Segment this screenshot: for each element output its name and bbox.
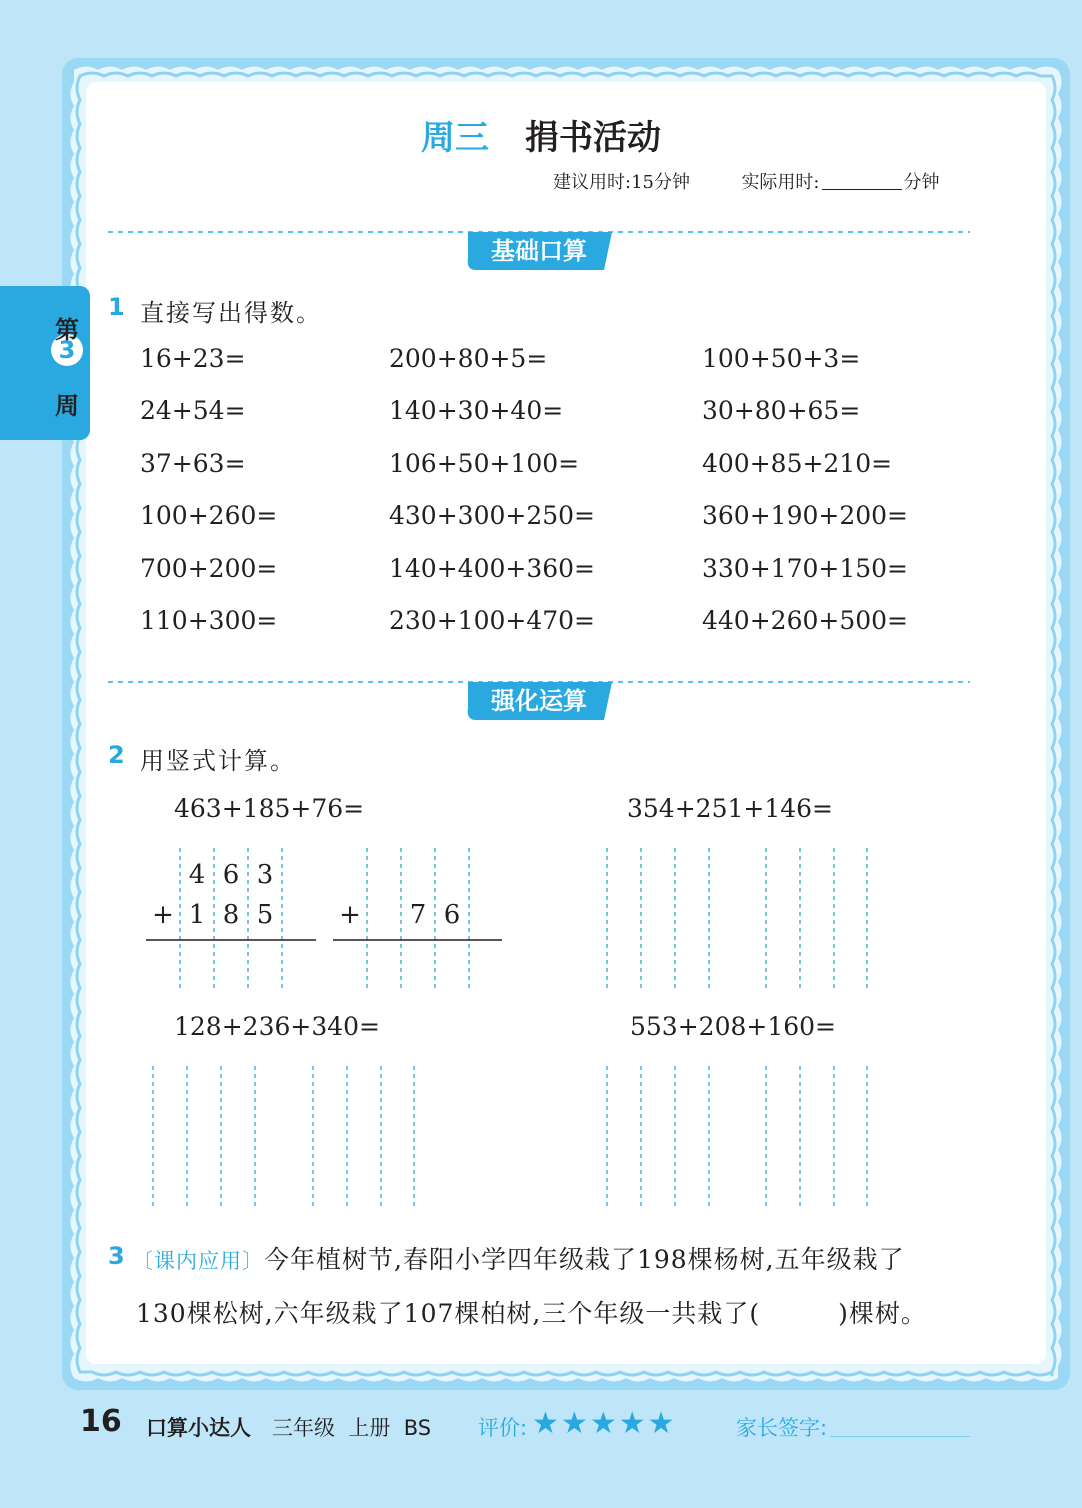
section-label-strengthen: 强化运算 (491, 687, 587, 715)
mental-math-expression: 360+190+200= (702, 501, 908, 530)
vertical-problem: 553+208+160= (630, 1012, 836, 1041)
vertical-problem: 354+251+146= (627, 794, 833, 823)
vertical-problem: 463+185+76= (174, 794, 365, 823)
rating-stars (532, 1406, 677, 1441)
question-2-instruction: 用竖式计算。 (140, 747, 296, 775)
star-icon[interactable]: ★ (589, 1406, 617, 1441)
example-digit: 7 (409, 900, 427, 930)
mental-math-expression: 100+260= (140, 501, 278, 530)
question-3-line-2: 130棵松树,六年级栽了107棵柏树,三个年级一共栽了( )棵树。 (136, 1299, 927, 1328)
star-icon[interactable]: ★ (647, 1406, 675, 1441)
example-digit: 5 (256, 900, 274, 930)
mental-math-expression: 230+100+470= (389, 606, 595, 635)
question-3-tag: 〔课内应用〕 (132, 1249, 264, 1273)
parent-signature-line[interactable] (830, 1436, 970, 1437)
week-tab-top: 第 (55, 316, 79, 344)
page-number: 16 (80, 1404, 122, 1439)
vertical-problem: 128+236+340= (174, 1012, 380, 1041)
mental-math-expression: 400+85+210= (702, 449, 893, 478)
question-3-text-1: 今年植树节,春阳小学四年级栽了198棵杨树,五年级栽了 (264, 1245, 905, 1274)
mental-math-expression: 30+80+65= (702, 396, 861, 425)
activity-title: 捐书活动 (525, 118, 661, 158)
section-label-basic: 基础口算 (491, 237, 587, 265)
mental-math-expression: 16+23= (140, 344, 246, 373)
star-icon[interactable]: ★ (532, 1406, 559, 1441)
parent-signature-label: 家长签字: (736, 1416, 828, 1440)
example-digit: 4 (188, 860, 206, 890)
mental-math-expression: 24+54= (140, 396, 246, 425)
question-1-instruction: 直接写出得数。 (140, 299, 322, 327)
week-tab-number: 3 (58, 336, 76, 364)
question-number-3: 3 (108, 1242, 125, 1270)
example-digit: 1 (188, 900, 206, 930)
star-icon[interactable]: ★ (560, 1406, 588, 1441)
example-digit: 6 (443, 900, 461, 930)
mental-math-expression: 100+50+3= (702, 344, 861, 373)
example-digit: 8 (222, 900, 240, 930)
book-grade: 三年级 上册 BS (272, 1416, 432, 1440)
question-number-1: 1 (108, 293, 125, 321)
day-label: 周三 (421, 118, 489, 158)
example-digit: 6 (222, 860, 240, 890)
mental-math-expression: 37+63= (140, 449, 246, 478)
suggested-time: 建议用时:15分钟 (553, 172, 690, 193)
question-3-line-1 (132, 1240, 905, 1276)
example-operator: + (152, 900, 174, 930)
actual-time-label: 实际用时: (741, 172, 820, 193)
mental-math-expression: 430+300+250= (389, 501, 595, 530)
page-title (0, 110, 1082, 159)
example-digit: 3 (256, 860, 274, 890)
mental-math-expression: 110+300= (140, 606, 278, 635)
book-title: 口算小达人 (146, 1416, 251, 1440)
example-operator: + (339, 900, 361, 930)
week-tab-bottom: 周 (55, 392, 79, 420)
time-row (553, 168, 940, 194)
mental-math-expression: 700+200= (140, 554, 278, 583)
mental-math-expression: 200+80+5= (389, 344, 548, 373)
actual-time-unit: 分钟 (903, 172, 940, 193)
week-tab (0, 286, 90, 440)
actual-time-blank[interactable] (822, 189, 902, 190)
mental-math-expression: 440+260+500= (702, 606, 908, 635)
question-number-2: 2 (108, 741, 125, 769)
mental-math-expression: 140+400+360= (389, 554, 595, 583)
mental-math-expression: 140+30+40= (389, 396, 564, 425)
mental-math-expression: 106+50+100= (389, 449, 580, 478)
rating-label: 评价: (478, 1416, 528, 1440)
star-icon[interactable]: ★ (618, 1406, 646, 1441)
mental-math-expression: 330+170+150= (702, 554, 908, 583)
